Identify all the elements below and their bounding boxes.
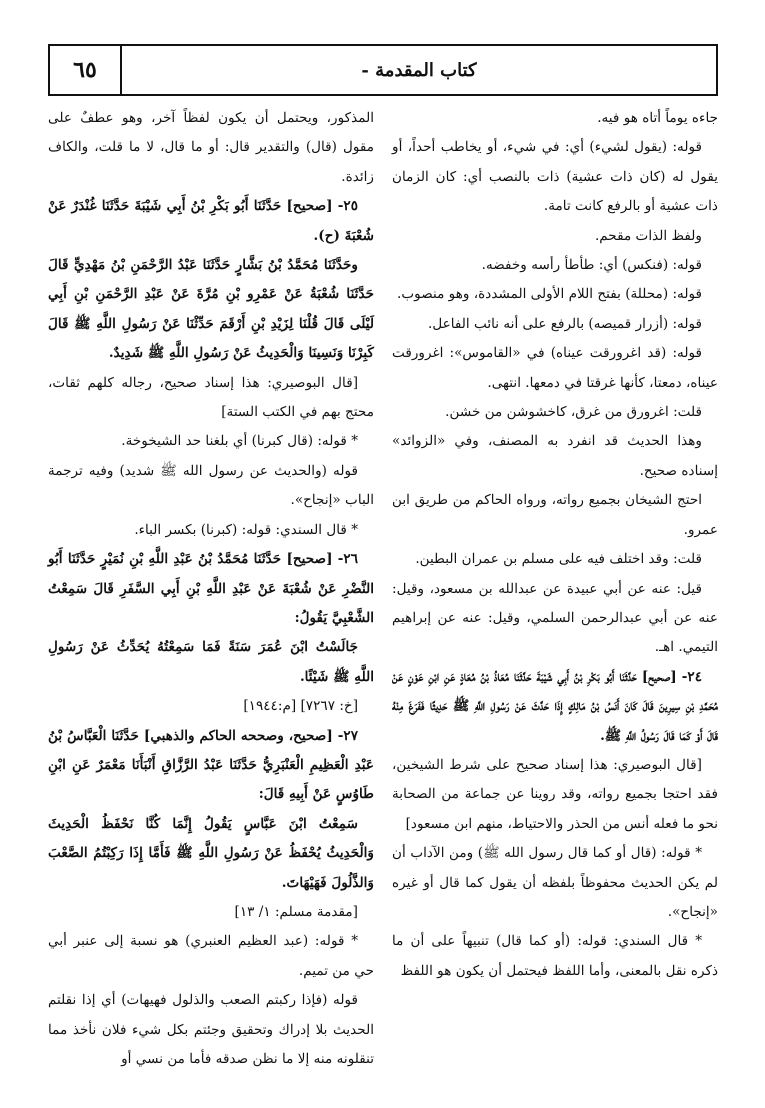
hadith-text: ٢٥- [صحيح] حَدَّثَنَا أَبُو بَكْرِ بْنُ أَبِي شَيْبَةَ حَدَّثَنَا غُنْدَرٌ عَنْ شُعْبَةَ (ح). — [48, 198, 374, 244]
paragraph: [مقدمة مسلم: ١/ ١٣] — [234, 903, 358, 920]
paragraph: قلت: اغرورق من غرق، كاخشوشن من خشن. — [445, 404, 702, 421]
paragraph: [قال البوصيري: هذا إسناد صحيح على شرط الشيخين، فقد احتجا بجميع رواته، وقد روينا عن جماعة من الصحابة نحو ما فعله أنس من الحذر والاحتياط، منهم ابن مسعود] — [392, 756, 718, 832]
paragraph: قوله (فإذا ركبتم الصعب والذلول فهيهات) أي إذا نقلتم الحديث بلا إدراك وتحقيق وجئتم بكل شيء فلان نأخذ مما تنقلونه منه إلا ما نظن صدقه فأما من نسي أو — [48, 992, 374, 1067]
paragraph: * قوله: (قال كبرنا) أي بلغنا حد الشيخوخة. — [121, 433, 358, 450]
book-title: - كتاب المقدمة — [361, 59, 477, 81]
paragraph: وهذا الحديث قد انفرد به المصنف، وفي «الزوائد» إسناده صحيح. — [392, 433, 718, 479]
paragraph: قوله: (محللة) بفتح اللام الأولى المشددة، وهو منصوب. — [397, 286, 702, 303]
paragraph: [قال البوصيري: هذا إسناد صحيح، رجاله كلهم ثقات، محتج بهم في الكتب الستة] — [48, 374, 374, 421]
paragraph: ولفظ الذات مقحم. — [594, 227, 702, 244]
paragraph: قلت: وقد اختلف فيه على مسلم بن عمران البطين. — [415, 551, 702, 568]
paragraph: * قال السندي: قوله: (أو كما قال) تنبيهاً على أن ما ذكره نقل بالمعنى، وأما اللفظ فيحتمل أن يكون هو اللفظ — [392, 933, 718, 979]
hadith-text: وحَدَّثَنَا مُحَمَّدُ بْنُ بَشَّارٍ حَدَّثَنَا عَبْدُ الرَّحْمَنِ بْنُ مَهْدِيٍّ قَالَ حَدَّثَنَا شُعْبَةُ عَنْ عَمْرِو بْنِ مُرَّةَ عَنْ عَبْدِ الرَّحْمَنِ بْنِ أَبِي لَيْلَى قَالَ قُلْنَا لِزَيْدِ بْنِ أَرْقَمَ حَدِّثْنَا عَنْ رَسُولِ اللَّهِ ﷺ قَالَ كَبِرْنَا وَنَسِينَا وَالْحَدِيثُ عَنْ رَسُولِ اللَّهِ ﷺ شَدِيدٌ. — [48, 257, 374, 362]
paragraph: قوله: (قد اغرورقت عيناه) في «القاموس»: اغرورقت عيناه، دمعتا، كأنها غرقتا في دمعها. انتهى. — [392, 345, 718, 391]
page-header — [48, 44, 718, 96]
hadith-text: جَالَسْتُ ابْنَ عُمَرَ سَنَةً فَمَا سَمِعْتُهُ يُحَدِّثُ عَنْ رَسُولِ اللَّهِ ﷺ شَيْئًا. — [48, 639, 374, 685]
hadith-text: ٢٦- [صحيح] حَدَّثَنَا مُحَمَّدُ بْنُ عَبْدِ اللَّهِ بْنِ نُمَيْرٍ حَدَّثَنَا أَبُو النَّضْرِ عَنْ شُعْبَةَ عَنْ عَبْدِ اللَّهِ بْنِ أَبِي السَّفَرِ قَالَ سَمِعْتُ الشَّعْبِيَّ يَقُولُ: — [48, 551, 374, 626]
paragraph: قوله: (أزرار قميصه) بالرفع على أنه نائب الفاعل. — [428, 315, 702, 332]
hadith-text: ٢٧- [صحيح، وصححه الحاكم والذهبي] حَدَّثَنَا الْعَبَّاسُ بْنُ عَبْدِ الْعَظِيمِ الْعَنْبَرِيُّ حَدَّثَنَا عَبْدُ الرَّزَّاقِ أَنْبَأَنَا مَعْمَرٌ عَنِ ابْنِ طَاوُسٍ عَنْ أَبِيهِ قَالَ: — [48, 727, 374, 803]
hadith-text: سَمِعْتُ ابْنَ عَبَّاسٍ يَقُولُ إِنَّمَا كُنَّا نَحْفَظُ الْحَدِيثَ وَالْحَدِيثُ يُحْفَظُ عَنْ رَسُولِ اللَّهِ ﷺ فَأَمَّا إِذَا رَكِبْتُمُ الصَّعْبَ وَالذَّلُولَ فَهَيْهَاتَ. — [48, 815, 374, 891]
paragraph: المذكور، ويحتمل أن يكون لفظاً آخر، وهو عطفٌ على مقول (قال) والتقدير قال: أو ما قال، لا ما قلت، والكاف زائدة. — [48, 110, 374, 185]
paragraph: [خ: ٧٢٦٧] [م:١٩٤٤] — [243, 698, 358, 715]
hadith-text: ٢٤- [صحيح] حَدَّثَنَا أَبُو بَكْرِ بْنُ أَبِي شَيْبَةَ حَدَّثَنَا مُعَاذُ بْنُ مُعَاذٍ عَنِ ابْنِ عَوْنٍ عَنْ مُحَمَّدِ بْنِ سِيرِينَ قَالَ كَانَ أَنَسُ بْنُ مَالِكٍ إِذَا حَدَّثَ عَنْ رَسُولِ اللَّهِ ﷺ حَدِيثًا فَفَرَغَ مِنْهُ قَالَ أَوْ كَمَا قَالَ رَسُولُ اللَّهِ ﷺ. — [392, 668, 718, 744]
page-number: ٦٥ — [73, 57, 97, 83]
paragraph: احتج الشيخان بجميع رواته، ورواه الحاكم من طريق ابن عمرو. — [392, 492, 718, 538]
paragraph: قوله (والحديث عن رسول الله ﷺ شديد) وفيه ترجمة الباب «إنجاح». — [48, 462, 374, 509]
left-column — [48, 104, 374, 1094]
paragraph: * قال السندي: قوله: (كبرنا) بكسر الباء. — [134, 521, 358, 538]
paragraph: * قوله: (عبد العظيم العنبري) هو نسبة إلى عنبر أبي حي من تميم. — [48, 933, 374, 979]
right-column — [392, 104, 718, 1094]
paragraph: قيل: عنه عن أبي عبيدة عن عبدالله بن مسعود، وقيل: عنه عن أبي عبدالرحمن السلمي، وقيل: عنه عن إبراهيم التيمي. اهـ. — [392, 580, 718, 656]
paragraph: * قوله: (قال أو كما قال رسول الله ﷺ) ومن الآداب أن لم يكن الحديث محفوظاً بلفظه أن يقول كما قال أو غيره «إنجاح». — [392, 845, 718, 920]
paragraph: قوله: (يقول لشيء) أي: في شيء، أو يخاطب أحداً، أو يقول له (كان ذات عشية) ذات بالنصب أي: كان الزمان ذات عشية أو بالرفع كانت تامة. — [392, 139, 718, 215]
paragraph: قوله: (فنكس) أي: طأطأ رأسه وخفضه. — [481, 257, 702, 274]
paragraph: جاءه يوماً أتاه هو فيه. — [597, 110, 718, 126]
